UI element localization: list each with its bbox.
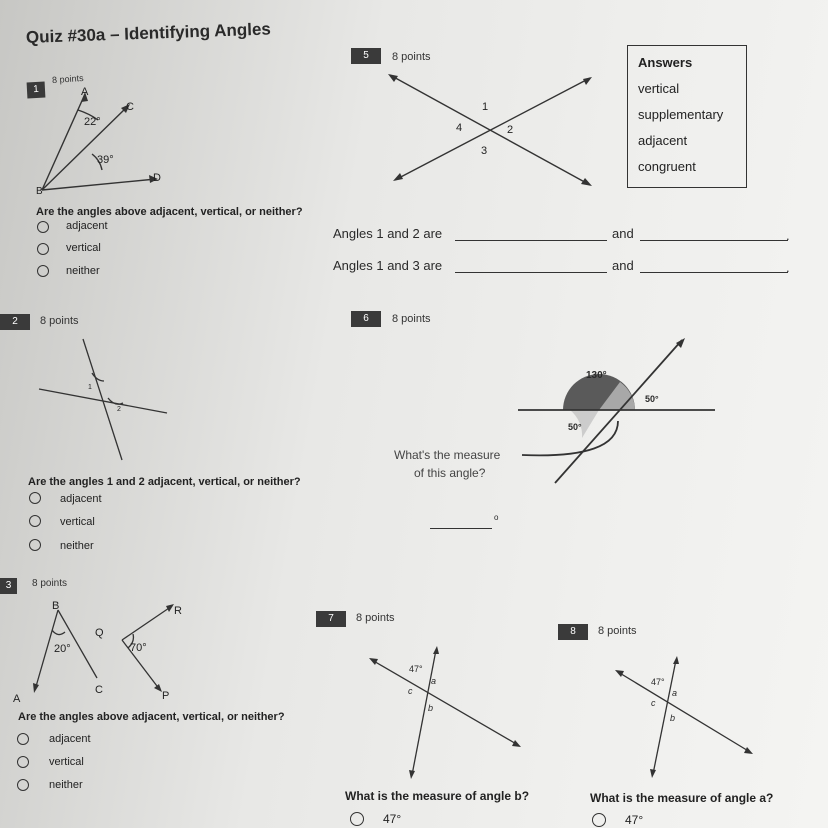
q2-option-adjacent[interactable]: adjacent — [60, 493, 102, 505]
q2-radio-vertical[interactable] — [29, 515, 41, 527]
q7-question: What is the measure of angle b? — [345, 789, 530, 803]
q6-angle-50-left: 50° — [568, 422, 582, 432]
q6-number-badge: 6 — [351, 311, 381, 327]
q3-label-c: C — [95, 684, 103, 696]
q8-angle-47: 47° — [651, 677, 665, 687]
q5-line2-and: and — [612, 258, 634, 273]
q2-angle-diagram — [35, 335, 175, 465]
q1-angle-39: 39° — [97, 154, 114, 166]
q7-angle-47: 47° — [409, 664, 423, 674]
q2-points: 8 points — [40, 315, 79, 327]
q6-points: 8 points — [392, 313, 431, 325]
q5-line1-prefix: Angles 1 and 2 are — [333, 226, 443, 241]
q1-option-neither[interactable]: neither — [66, 265, 100, 277]
q1-label-a: A — [81, 86, 89, 98]
q3-angle-70: 70° — [130, 642, 147, 654]
q5-blank-1b[interactable] — [640, 240, 788, 241]
q5-intersecting-lines-diagram — [380, 60, 610, 190]
q2-radio-neither[interactable] — [29, 539, 41, 551]
q5-points: 8 points — [392, 51, 431, 63]
q1-label-b: B — [36, 186, 43, 197]
q8-transversal-diagram — [610, 652, 770, 782]
q1-label-d: D — [153, 172, 161, 184]
q7-number-badge: 7 — [316, 611, 346, 627]
q1-radio-adjacent[interactable] — [37, 221, 49, 233]
q2-mark-2: 2 — [117, 406, 121, 413]
q3-option-vertical[interactable]: vertical — [49, 756, 84, 768]
answer-supplementary: supplementary — [638, 107, 724, 122]
q7-option-47[interactable]: 47° — [383, 812, 402, 826]
q8-label-c: c — [651, 698, 656, 708]
q1-radio-vertical[interactable] — [37, 243, 49, 255]
q8-label-a: a — [672, 688, 678, 698]
q6-angle-50-top: 50° — [645, 394, 659, 404]
answer-vertical: vertical — [638, 81, 680, 96]
q3-radio-vertical[interactable] — [17, 756, 29, 768]
q2-radio-adjacent[interactable] — [29, 492, 41, 504]
q1-angle-22: 22° — [84, 116, 101, 128]
q1-points: 8 points — [51, 72, 84, 86]
q5-blank-2b[interactable] — [640, 272, 788, 273]
q5-blank-2a[interactable] — [455, 272, 607, 273]
q5-number-badge: 5 — [351, 48, 381, 64]
q6-prompt-line1: What's the measure — [394, 448, 501, 462]
q2-option-vertical[interactable]: vertical — [60, 516, 95, 528]
q3-angle-20: 20° — [54, 643, 71, 655]
q6-angle-130: 130° — [586, 370, 607, 381]
q8-points: 8 points — [598, 625, 637, 637]
q7-label-b: b — [428, 703, 434, 713]
q3-label-b: B — [52, 600, 60, 612]
q3-points: 8 points — [32, 578, 68, 589]
q5-mark-3: 3 — [481, 145, 488, 157]
q3-label-r: R — [174, 605, 182, 617]
q3-option-adjacent[interactable]: adjacent — [49, 733, 91, 745]
q7-label-c: c — [408, 686, 413, 696]
q5-line1-and: and — [612, 226, 634, 241]
q2-question: Are the angles 1 and 2 adjacent, vertical, or neither? — [28, 476, 301, 488]
q8-label-b: b — [670, 713, 676, 723]
q1-angle-diagram — [30, 80, 170, 200]
q5-line2-prefix: Angles 1 and 3 are — [333, 258, 443, 273]
q7-transversal-diagram — [360, 640, 530, 780]
q1-option-vertical[interactable]: vertical — [66, 242, 101, 254]
q6-answer-blank[interactable] — [430, 528, 492, 529]
q5-blank-1a[interactable] — [455, 240, 607, 241]
q3-label-p: P — [162, 690, 170, 702]
q1-number-badge: 1 — [27, 82, 46, 99]
q3-radio-neither[interactable] — [17, 779, 29, 791]
q3-label-q: Q — [95, 627, 104, 639]
answers-box — [627, 45, 747, 188]
quiz-title: Quiz #30a – Identifying Angles — [25, 19, 272, 47]
q5-mark-4: 4 — [456, 122, 463, 134]
q3-angle-diagram — [25, 598, 180, 698]
q7-points: 8 points — [356, 612, 395, 624]
q1-label-c: C — [126, 101, 134, 113]
q3-label-a: A — [13, 693, 21, 705]
q1-question: Are the angles above adjacent, vertical, or neither? — [36, 206, 303, 218]
q8-question: What is the measure of angle a? — [590, 791, 774, 805]
q3-radio-adjacent[interactable] — [17, 733, 29, 745]
q6-prompt-line2: of this angle? — [414, 466, 486, 480]
q2-option-neither[interactable]: neither — [60, 540, 94, 552]
q2-number-badge: 2 — [0, 314, 30, 330]
q8-option-47[interactable]: 47° — [625, 813, 644, 827]
q1-radio-neither[interactable] — [37, 265, 49, 277]
q8-number-badge: 8 — [558, 624, 588, 640]
q5-mark-1: 1 — [482, 101, 489, 113]
answer-adjacent: adjacent — [638, 133, 688, 148]
q8-radio-47[interactable] — [592, 813, 606, 827]
q2-mark-1: 1 — [88, 384, 92, 391]
q6-degree-mark: o — [494, 513, 499, 522]
q5-mark-2: 2 — [507, 124, 514, 136]
answer-congruent: congruent — [638, 159, 696, 174]
q7-label-a: a — [431, 676, 437, 686]
q5-line1-end: . — [786, 228, 790, 243]
q3-option-neither[interactable]: neither — [49, 779, 83, 791]
q5-line2-end: . — [786, 260, 790, 275]
q7-radio-47[interactable] — [350, 812, 364, 826]
q6-angle-diagram — [510, 335, 730, 490]
q1-option-adjacent[interactable]: adjacent — [66, 220, 108, 232]
q3-number-badge: 3 — [0, 578, 17, 594]
answers-heading: Answers — [638, 55, 693, 70]
q3-question: Are the angles above adjacent, vertical, or neither? — [18, 711, 285, 723]
